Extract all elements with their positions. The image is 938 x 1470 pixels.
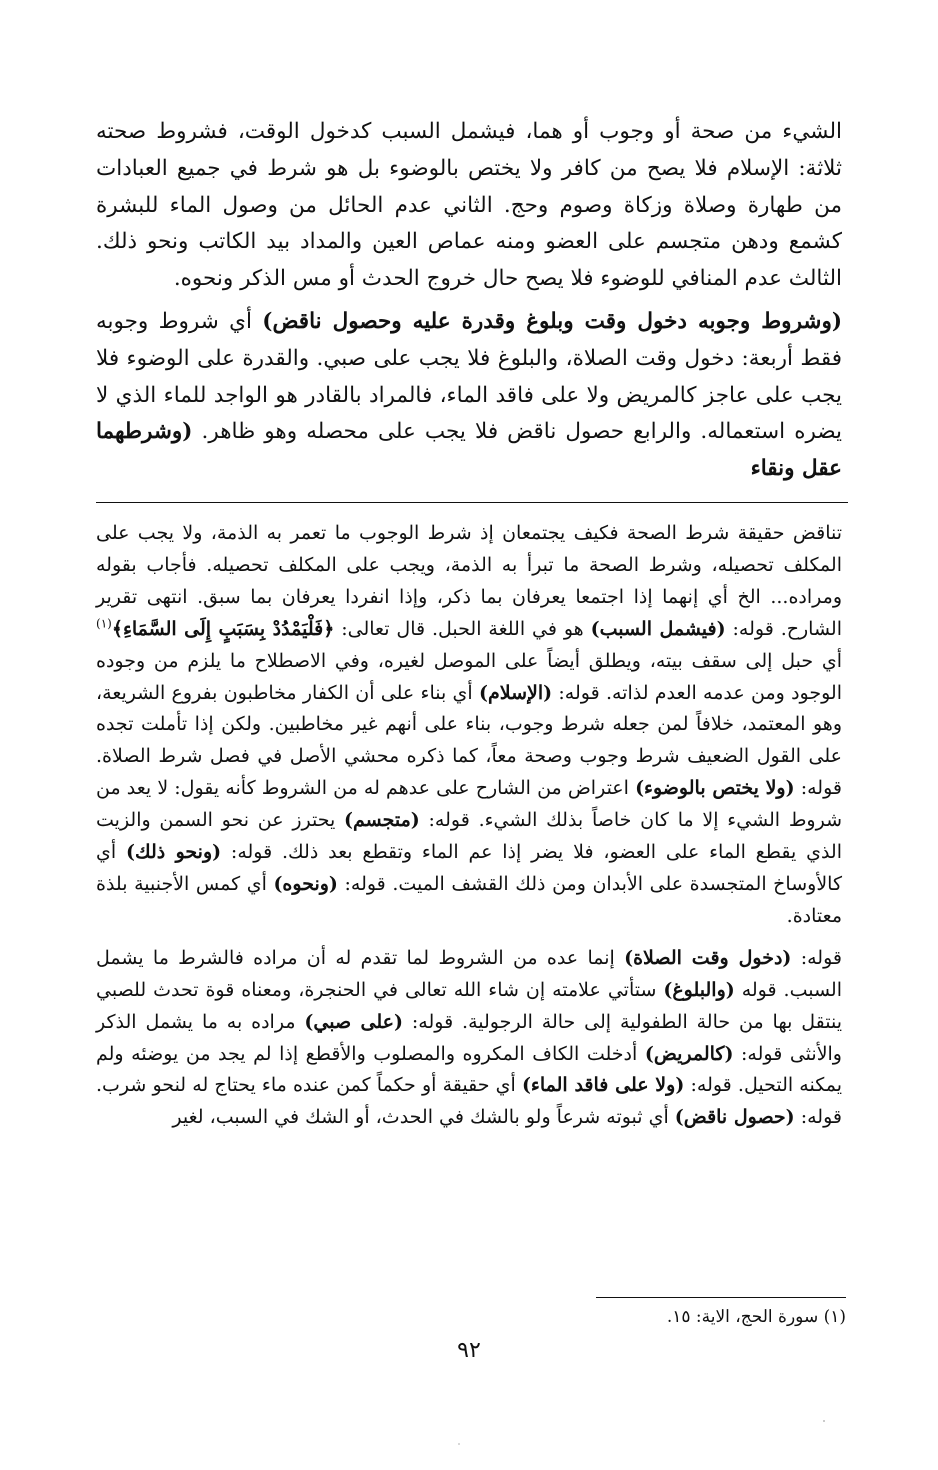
note-text: إنما عده من الشروط لما تقدم له أن مراده فالشرط ما يشمل السبب. قوله (96, 946, 842, 1001)
commentary-paragraph-1 (96, 518, 842, 933)
page-number: ٩٢ (457, 1338, 481, 1363)
note-lemma: (ولا يختص بالوضوء) (635, 777, 795, 800)
note-text: أي حقيقة أو حكماً كمن عنده ماء يحتاج له لنحو شرب. قوله: (96, 1074, 842, 1129)
note-text: أي حبل إلى سقف بيته، ويطلق أيضاً على الموصل لغيره، وفي الاصطلاح ما يلزم من وجوده الوجود ومن عدمه العدم لذاته. قوله: (96, 649, 842, 704)
footnote-reference[interactable]: (١) (96, 616, 112, 631)
note-lemma: (الإسلام) (479, 681, 553, 704)
note-lemma: (ولا على فاقد الماء) (521, 1074, 685, 1097)
commentary-paragraph-2 (96, 943, 842, 1134)
note-lemma: (ونحوه) (273, 872, 338, 895)
note-text: يحترز عن نحو السمن والزيت الذي يقطع الماء على العضو، فلا يضر إذا عم الماء وتقطع بعد ذلك. قوله: (96, 809, 842, 864)
note-text: أي بناء على أن الكفار مخاطبون بفروع الشريعة، وهو المعتمد، خلافاً لمن جعله شرط وجوب، بناء على أنهم غير مخاطبين. ولكن إذا تأملت تجده على القول الضعيف شرط وجوب وصحة معاً، كما ذكره محشي الأصل في فصل شرط الصلاة. قوله: (96, 681, 842, 800)
quran-verse: ﴿فَلْيَمْدُدْ بِسَبَبٍ إِلَى السَّمَاءِ﴾ (111, 617, 335, 640)
note-text: أي كمس الأجنبية بلذة معتادة. (96, 872, 842, 927)
scan-speck (823, 1420, 825, 1422)
note-text: هو في اللغة الحبل. قال تعالى: (334, 617, 591, 640)
note-text: ستأتي علامته إن شاء الله تعالى في الحنجرة، ومعناه قوة تحدث للصبي ينتقل بها من حالة الطفولية إلى حالة الرجولية. قوله: (96, 978, 843, 1033)
note-lemma: (حصول ناقض) (674, 1106, 795, 1129)
commentary-divider (96, 502, 848, 503)
main-p2-bold-end: (وشرطهما عقل ونقاء (96, 419, 842, 482)
note-lemma: (متجسم) (344, 809, 420, 832)
note-lemma: (ونحو ذلك) (125, 841, 222, 864)
commentary-text (96, 518, 842, 1134)
main-text (96, 114, 842, 488)
footnote-divider (596, 1297, 846, 1298)
main-p2-text: أي شروط وجوبه فقط أربعة: دخول وقت الصلاة، والبلوغ فلا يجب على صبي. والقدرة على الوضوء فلا يجب على عاجز كالمريض ولا على فاقد الماء، فالمراد بالقادر هو الواجد للماء الذي لا يضره استعماله. والرابع حصول ناقض فلا يجب على محصله وهو ظاهر. (96, 308, 842, 445)
main-p2-bold: (وشروط وجوبه دخول وقت وبلوغ وقدرة عليه وحصول ناقض) (262, 308, 842, 334)
note-lemma: (فيشمل السبب) (590, 617, 726, 640)
scan-speck (458, 1443, 460, 1445)
note-lemma: (كالمريض) (644, 1042, 734, 1065)
footnote: (١) سورة الحج، الاية: ١٥. (666, 1307, 846, 1327)
note-text: اعتراض من الشارح على عدهم له من الشروط كأنه يقول: لا يعد من شروط الشيء إلا ما كان خاصاً بذلك الشيء. قوله: (96, 777, 842, 832)
note-text: أي كالأوساخ المتجسدة على الأبدان ومن ذلك القشف الميت. قوله: (96, 841, 842, 895)
note-lemma: (والبلوغ) (663, 978, 735, 1001)
note-lemma: (دخول وقت الصلاة) (624, 946, 792, 969)
note-lemma: (على صبي) (304, 1010, 403, 1033)
note-text: مراده به ما يشمل الذكر والأنثى قوله: (96, 1010, 842, 1065)
note-text: قوله: (791, 946, 842, 969)
main-paragraph-1 (96, 114, 842, 298)
main-paragraph-2 (96, 304, 842, 488)
note-text: تناقض حقيقة شرط الصحة فكيف يجتمعان إذ شرط الوجوب ما تعمر به الذمة، ولا يجب على المكلف تحصيله، وشرط الصحة ما تبرأ به الذمة، ويجب على المكلف تحصيله. فأجاب بقوله ومراده... الخ أي إنهما إذا اجتمعا يعرفان بما ذكر، وإذا انفردا يعرفان بما سبق. انتهى تقرير الشارح. قوله: (96, 522, 842, 640)
note-text: أدخلت الكاف المكروه والمصلوب والأقطع إذا لم يجد من يوضئه ولم يمكنه التحيل. قوله: (96, 1042, 842, 1097)
note-text: أي ثبوته شرعاً ولو بالشك في الحدث، أو الشك في السبب، لغير (172, 1106, 675, 1129)
main-p1-text: الشيء من صحة أو وجوب أو هما، فيشمل السبب كدخول الوقت، فشروط صحته ثلاثة: الإسلام فلا يصح من كافر ولا يختص بالوضوء بل هو شرط في جميع العبادات من طهارة وصلاة وزكاة وصوم وحج. الثاني عدم الحائل من وصول الماء للبشرة كشمع ودهن متجسم على العضو ومنه عماص العين والمداد بيد الكاتب ونحو ذلك. الثالث عدم المنافي للوضوء فلا يصح حال خروج الحدث أو مس الذكر ونحوه. (96, 119, 842, 292)
